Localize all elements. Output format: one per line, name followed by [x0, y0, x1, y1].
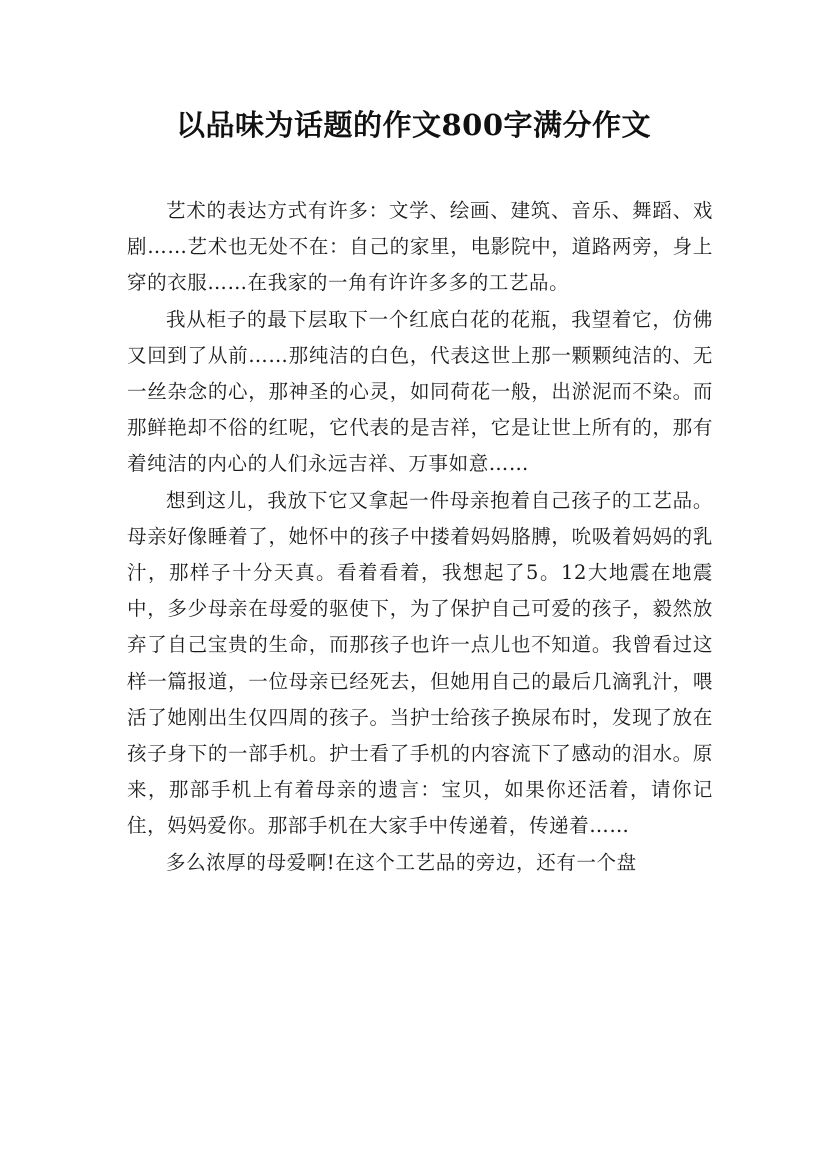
paragraph: 我从柜子的最下层取下一个红底白花的花瓶，我望着它，仿佛又回到了从前……那纯洁的白色，代表这世上那一颗颗纯洁的、无一丝杂念的心，那神圣的心灵，如同荷花一般，出淤泥而不染。而那鲜艳却不俗的红呢，它代表的是吉祥，它是让世上所有的，那有着纯洁的内心的人们永远吉祥、万事如意…… [127, 307, 713, 476]
document-body [127, 193, 713, 881]
document-title: 以品味为话题的作文800字满分作文 [175, 108, 652, 142]
paragraph: 艺术的表达方式有许多：文学、绘画、建筑、音乐、舞蹈、戏剧……艺术也无处不在：自己的家里，电影院中，道路两旁，身上穿的衣服……在我家的一角有许许多多的工艺品。 [127, 199, 713, 295]
paragraph: 多么浓厚的母爱啊!在这个工艺品的旁边，还有一个盘 [166, 850, 637, 874]
paragraph: 想到这儿，我放下它又拿起一件母亲抱着自己孩子的工艺品。母亲好像睡着了，她怀中的孩子中搂着妈妈胳膊，吮吸着妈妈的乳汁，那样子十分天真。看着看着，我想起了5。12大地震在地震中，多少母亲在母爱的驱使下，为了保护自己可爱的孩子，毅然放弃了自己宝贵的生命，而那孩子也许一点儿也不知道。我曾看过这样一篇报道，一位母亲已经死去，但她用自己的最后几滴乳汁，喂活了她刚出生仅四周的孩子。当护士给孩子换尿布时，发现了放在孩子身下的一部手机。护士看了手机的内容流下了感动的泪水。原来，那部手机上有着母亲的遗言：宝贝，如果你还活着，请你记住，妈妈爱你。那部手机在大家手中传递着，传递着…… [127, 488, 713, 838]
